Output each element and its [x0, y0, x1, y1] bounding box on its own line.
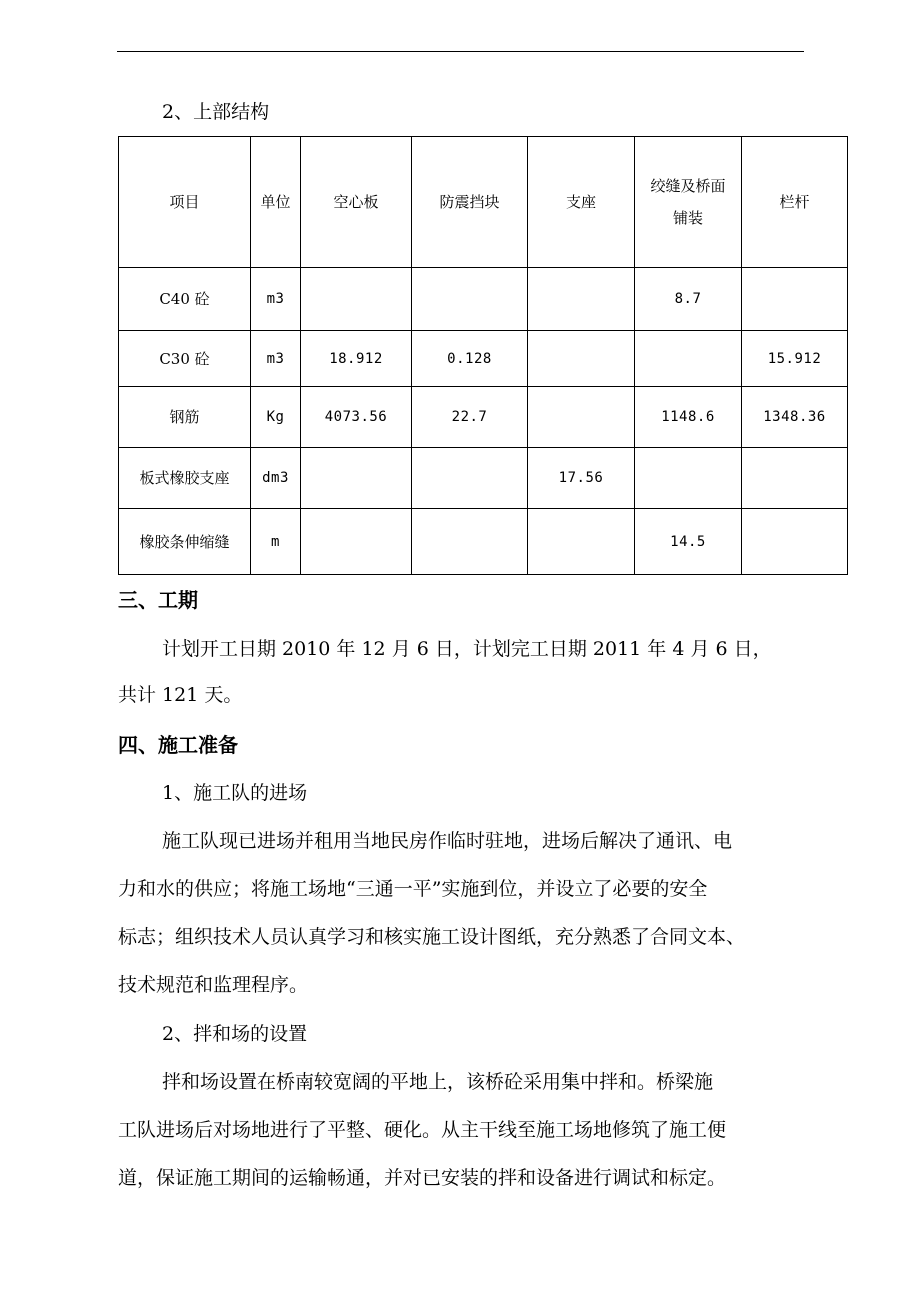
heading-construction-prep: 四、施工准备 [118, 733, 238, 757]
table-row [119, 509, 848, 575]
cell-railing: 15.912 [742, 331, 848, 387]
schedule-text-line: 计划开工日期 2010 年 12 月 6 日，计划完工日期 2011 年 4 月 6 日， [162, 638, 772, 660]
cell-item: 钢筋 [119, 387, 251, 448]
header-cell: 空心板 [301, 137, 412, 268]
cell-unit: Kg [251, 387, 301, 448]
quantity-table [118, 136, 848, 575]
cell-bearing [528, 387, 635, 448]
paragraph-line: 道，保证施工期间的运输畅通，并对已安装的拌和设备进行调试和标定。 [118, 1167, 727, 1189]
table-row [119, 268, 848, 331]
heading-schedule: 三、工期 [118, 588, 198, 612]
cell-bearing: 17.56 [528, 448, 635, 509]
cell-railing: 1348.36 [742, 387, 848, 448]
cell-item: 橡胶条伸缩缝 [119, 509, 251, 575]
cell-anti-seismic-block [412, 268, 528, 331]
header-cell: 单位 [251, 137, 301, 268]
cell-anti-seismic-block: 22.7 [412, 387, 528, 448]
cell-unit: m3 [251, 268, 301, 331]
table-row [119, 387, 848, 448]
paragraph-line: 拌和场设置在桥南较宽阔的平地上，该桥砼采用集中拌和。桥梁施 [162, 1071, 714, 1093]
cell-joint-deck: 8.7 [635, 268, 742, 331]
paragraph-line: 技术规范和监理程序。 [118, 974, 309, 996]
cell-hollow-slab: 4073.56 [301, 387, 412, 448]
cell-unit: m3 [251, 331, 301, 387]
cell-hollow-slab [301, 509, 412, 575]
table-header-row [119, 137, 848, 268]
subsection-title-team-entry: 1、施工队的进场 [162, 782, 308, 804]
cell-railing [742, 448, 848, 509]
cell-item: C40 砼 [119, 268, 251, 331]
cell-hollow-slab [301, 448, 412, 509]
paragraph-line: 力和水的供应；将施工场地“三通一平”实施到位，并设立了必要的安全 [118, 878, 708, 900]
cell-anti-seismic-block [412, 509, 528, 575]
table-row [119, 331, 848, 387]
schedule-text-line: 共计 121 天。 [118, 684, 243, 706]
header-line: 绞缝及桥面 [650, 177, 726, 195]
cell-bearing [528, 331, 635, 387]
subsection-title-superstructure: 2、上部结构 [162, 101, 270, 123]
cell-hollow-slab [301, 268, 412, 331]
cell-unit: dm3 [251, 448, 301, 509]
cell-item: C30 砼 [119, 331, 251, 387]
cell-joint-deck [635, 331, 742, 387]
header-cell-wrapped [635, 137, 742, 268]
header-cell: 栏杆 [742, 137, 848, 268]
cell-railing [742, 268, 848, 331]
subsection-title-mixing-plant: 2、拌和场的设置 [162, 1023, 308, 1045]
header-cell: 项目 [119, 137, 251, 268]
cell-bearing [528, 509, 635, 575]
cell-joint-deck [635, 448, 742, 509]
cell-joint-deck: 14.5 [635, 509, 742, 575]
cell-joint-deck: 1148.6 [635, 387, 742, 448]
cell-anti-seismic-block: 0.128 [412, 331, 528, 387]
cell-item: 板式橡胶支座 [119, 448, 251, 509]
cell-anti-seismic-block [412, 448, 528, 509]
cell-hollow-slab: 18.912 [301, 331, 412, 387]
paragraph-line: 工队进场后对场地进行了平整、硬化。从主干线至施工场地修筑了施工便 [118, 1119, 727, 1141]
cell-railing [742, 509, 848, 575]
paragraph-line: 标志；组织技术人员认真学习和核实施工设计图纸，充分熟悉了合同文本、 [118, 926, 746, 948]
paragraph-line: 施工队现已进场并租用当地民房作临时驻地，进场后解决了通讯、电 [162, 830, 733, 852]
header-line: 铺装 [672, 209, 703, 227]
header-cell: 支座 [528, 137, 635, 268]
cell-unit: m [251, 509, 301, 575]
cell-bearing [528, 268, 635, 331]
header-cell: 防震挡块 [412, 137, 528, 268]
table-row [119, 448, 848, 509]
header-rule [117, 51, 804, 52]
